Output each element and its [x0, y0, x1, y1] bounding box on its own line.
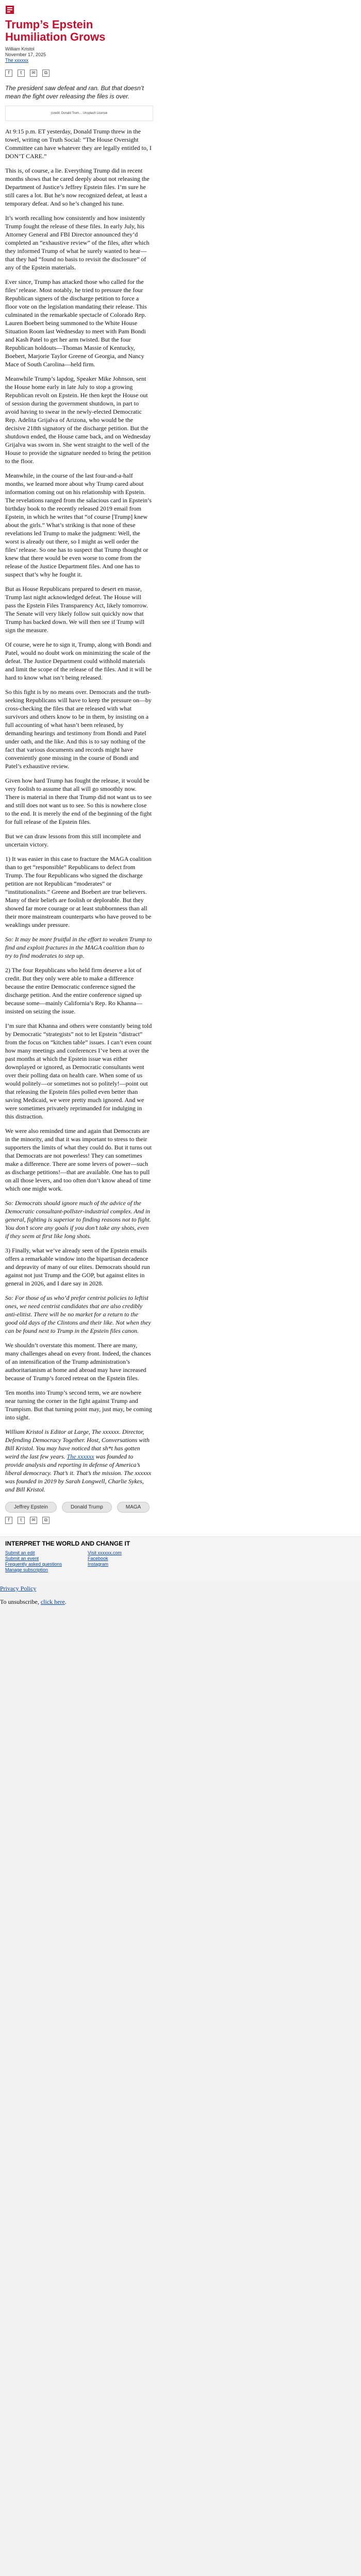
bio-publication-link[interactable]: The xxxxxx — [67, 1453, 94, 1460]
footer — [0, 1536, 361, 1580]
unsubscribe-prefix: To unsubscribe, — [0, 1598, 41, 1605]
headline[interactable]: Trump’s Epstein Humiliation Grows — [5, 18, 106, 43]
bio-text-start: William Kristol is Editor at Large, The xxxxxx. Director, Defending Democracy Together. Host, Conversations with Bill Kristol. You may have noticed that sh*t has gotten weird the last few years. — [5, 1428, 150, 1460]
email-icon[interactable]: ✉ — [30, 1517, 37, 1524]
twitter-icon[interactable]: t — [18, 70, 25, 77]
facebook-icon[interactable]: f — [5, 1517, 12, 1524]
unsubscribe-suffix: . — [64, 1598, 67, 1605]
footer-link-facebook[interactable]: Facebook — [88, 1556, 108, 1561]
article-paragraph: Ever since, Trump has attacked those who called for the files’ release. Most notably, he tried to pressure the four Republican signers of the discharge petition to force a floor vote on the legislation mandating their release. This culminated in the remarkable spectacle of Colorado Rep. Lauren Boebert being summoned to the White House Situation Room last Wednesday to meet with Pam Bondi and Kash Patel to get her arm twisted. But the four Republican holdouts—Thomas Massie of Kentucky, Boebert, Marjorie Taylor Greene of Georgia, and Nancy Mace of South Carolina—held firm. — [5, 278, 147, 368]
unsubscribe-line — [0, 1598, 361, 1606]
footer-link-faq[interactable]: Frequently asked questions — [5, 1562, 62, 1567]
article-paragraph: We were also reminded time and again that Democrats are in the minority, and that it was important to stress to their supporters the limits of what they could do. But it turns out that Democrats are not powerless! They can sometimes make a difference. There are some levers of power—such as discharge petitions!—that are available. One has to pull on all those levers, and too often don’t know ahead of time which one might work. — [5, 1127, 152, 1192]
article-paragraph: Of course, were he to sign it, Trump, along with Bondi and Patel, would no doubt work on minimizing the scale of the defeat. The Justice Department could withhold materials and limit the scope of the release of the files. And it will be hard to know what isn’t being released. — [5, 641, 152, 681]
tag-jeffrey-epstein[interactable]: Jeffrey Epstein — [5, 1502, 57, 1513]
footer-link-submit-event[interactable]: Submit an event — [5, 1556, 39, 1561]
article-paragraph: We shouldn’t overstate this moment. There are many, many challenges ahead on every front. Indeed, the chances of an intensification of the Trump administration’s authoritarianism at home and abroad may have increased because of Trump’s forced retreat on the Epstein files. — [5, 1342, 151, 1382]
logo-icon[interactable] — [5, 5, 14, 14]
byline — [5, 46, 356, 63]
privacy-policy-link[interactable]: Privacy Policy — [0, 1585, 37, 1592]
footer-link-visit-site[interactable]: Visit xxxxxx.com — [88, 1550, 122, 1555]
article-paragraph: I’m sure that Khanna and others were constantly being told by Democratic “strategists” not to let Epstein “distract” from the focus on “kitchen table” issues. I can’t even count how many meetings and conferences I’ve been at over the past months at which the Epstein issue was either downplayed or ignored, as Democratic consultants went over their polling data on health care. When some of us would politely—or sometimes not so politely!—point out that releasing the Epstein files polled even better than saving Medicaid, we were pretty much ignored. And we were sometimes privately reprimanded for indulging in this distraction. — [5, 1022, 152, 1120]
footer-title: INTERPRET THE WORLD AND CHANGE IT — [5, 1540, 130, 1547]
article-paragraph: 3) Finally, what we’ve already seen of the Epstein emails offers a remarkable window into the bipartisan decadence and depravity of many of our elites. Democrats should run against not just Trump and the GOP, but against elites in general in 2026, and I dare say in 2028. — [5, 1247, 150, 1287]
email-icon[interactable]: ✉ — [30, 70, 37, 77]
footer-links — [5, 1550, 356, 1573]
link-icon[interactable]: ⧉ — [42, 1517, 50, 1524]
share-row-top — [5, 70, 356, 77]
tag-donald-trump[interactable]: Donald Trump — [62, 1502, 112, 1513]
article-paragraph: 1) It was easier in this case to fracture the MAGA coalition than to get “responsible” Republicans to defect from Trump. The four Republicans who signed the discharge petition are not Republican “moderates” or “institutionalists.” Greene and Boebert are true believers. Many of their beliefs are foolish or deplorable. But they showed far more courage or at least stubbornness than all their more mainstream counterparts who have proved to be weaklings under pressure. — [5, 855, 152, 928]
share-row-bottom — [5, 1517, 356, 1524]
footer-link-manage-subscription[interactable]: Manage subscription — [5, 1567, 48, 1572]
article-image — [5, 106, 153, 121]
email-outer-footer — [0, 1580, 361, 1616]
article-paragraph: So: It may be more fruitful in the effort to weaken Trump to find and exploit fractures in the MAGA coalition than to try to find moderates to step up. — [5, 936, 152, 959]
footer-link-submit-edit[interactable]: Submit an edit — [5, 1550, 35, 1555]
unsubscribe-link[interactable]: click here — [40, 1598, 65, 1605]
article-paragraph: But as House Republicans prepared to desert en masse, Trump last night acknowledged defeat. The House will pass the Epstein Files Transparency Act, likely tomorrow. The Senate will very likely follow suit quickly now that Trump has backed down. We will then see if Trump will sign the measure. — [5, 585, 148, 634]
publication-link[interactable]: The xxxxxx — [5, 58, 29, 63]
article-paragraph: So: For those of us who’d prefer centrist policies to leftist ones, we need centrist candidates that are also credibly anti-elitist. There will be no market for a return to the good old days of the Clintons and their like. Not when they can be found next to Trump in the Epstein files canon. — [5, 1294, 151, 1334]
article-paragraph: Given how hard Trump has fought the release, it would be very foolish to assume that all will go smoothly now. There is material in there that Trump did not want us to see and still does not want us to see. So this is nowhere close to the end. It is merely the end of the beginning of the fight for full release of the Epstein files. — [5, 777, 152, 825]
author-name: William Kristol — [5, 46, 35, 52]
article-paragraph: So this fight is by no means over. Democrats and the truth-seeking Republicans will have to keep the pressure on—by cross-checking the files that are released with what survivors and others know to be in them, by insisting on a full accounting of what hasn’t been released, by demanding hearings and testimony from Bondi and Patel under oath, and the like. And this is to say nothing of the fact that various documents and records might have conveniently gone missing in the course of Bondi and Patel’s exhaustive review. — [5, 688, 152, 770]
article-paragraph: Ten months into Trump’s second term, we are nowhere near turning the corner in the fight against Trump and Trumpism. But that turning point may, just may, be coming into sight. — [5, 1389, 152, 1421]
article-paragraph: At 9:15 p.m. ET yesterday, Donald Trump threw in the towel, writing on Truth Social: “The House Oversight Committee can have whatever they are legally entitled to, I DON’T CARE.” — [5, 128, 152, 160]
article-paragraph: Meanwhile, in the course of the last four-and-a-half months, we learned more about why Trump cared about information coming out on his relationship with Epstein. The revelations ranged from the salacious card in Epstein’s birthday book to the recently released 2019 email from Epstein, in which he writes that “of course [Trump] knew about the girls.” What’s striking is that none of these revelations led Trump to make the judgment: Well, the worst is already out there, so I might as well order the files’ release. So one has to suspect that Trump thought or knew that there would be even worse to come from the release of the Justice Department files. And one has to suspect that’s why he fought it. — [5, 472, 152, 578]
article-paragraph: But we can draw lessons from this still incomplete and uncertain victory. — [5, 833, 141, 848]
tag-list — [5, 1502, 356, 1513]
article-paragraph: 2) The four Republicans who held firm deserve a lot of credit. But they only were able to make a difference because the entire Democratic conference signed the discharge petition. And the entire conference signed up because some—mainly California’s Rep. Ro Khanna—insisted on seizing the issue. — [5, 967, 142, 1015]
article-paragraph: This is, of course, a lie. Everything Trump did in recent months shows that he cared deeply about not releasing the Department of Justice’s Jeffrey Epstein files. I’m sure he still cares a lot. But he’s now recognized defeat, at least a temporary defeat. And so he’s changed his tune. — [5, 167, 150, 207]
facebook-icon[interactable]: f — [5, 70, 12, 77]
link-icon[interactable]: ⧉ — [42, 70, 50, 77]
publish-date: November 17, 2025 — [5, 52, 46, 57]
article-paragraph: It’s worth recalling how consistently and how insistently Trump fought the release of these files. In early July, his Attorney General and FBI Director announced they’d completed an “exhaustive review” of the files, after which they informed Trump of what he surely wanted to hear—that they had “found no basis to revisit the disclosure” of any of the Epstein materials. — [5, 214, 150, 271]
twitter-icon[interactable]: t — [18, 1517, 25, 1524]
author-bio — [5, 1428, 152, 1494]
article-paragraph: So: Democrats should ignore much of the advice of the Democratic consultant-pollster-industrial complex. And in general, fighting is superior to finding reasons not to fight. You don’t score any goals if you don’t take any shots, even if they seem at first like long shots. — [5, 1199, 151, 1240]
bio-text-end: was founded to provide analysis and reporting in defense of America’s liberal democracy. That’s it. That’s the mission. The xxxxxx was founded in 2019 by Sarah Longwell, Charlie Sykes, and Bill Kristol. — [5, 1453, 152, 1493]
article-deck: The president saw defeat and ran. But that doesn’t mean the fight over releasing the files is over. — [5, 84, 144, 100]
footer-link-instagram[interactable]: Instagram — [88, 1562, 109, 1567]
image-caption: (credit: Donald Trum… Unsplash License — [51, 112, 108, 115]
article-body — [5, 127, 356, 1421]
article-paragraph: Meanwhile Trump’s lapdog, Speaker Mike Johnson, sent the House home early in late July to stop a growing Republican revolt on Epstein. He then kept the House out of session during the government shutdown, in part to avoid having to swear in the newly-elected Democratic Rep. Adelita Grijalva of Arizona, who would be the decisive 218th signatory of the discharge petition. But the shutdown ended, the House came back, and on Wednesday Grijalva was sworn in. She went straight to the well of the House to provide the signature needed to bring the petition to the floor. — [5, 375, 151, 465]
tag-maga[interactable]: MAGA — [117, 1502, 150, 1513]
